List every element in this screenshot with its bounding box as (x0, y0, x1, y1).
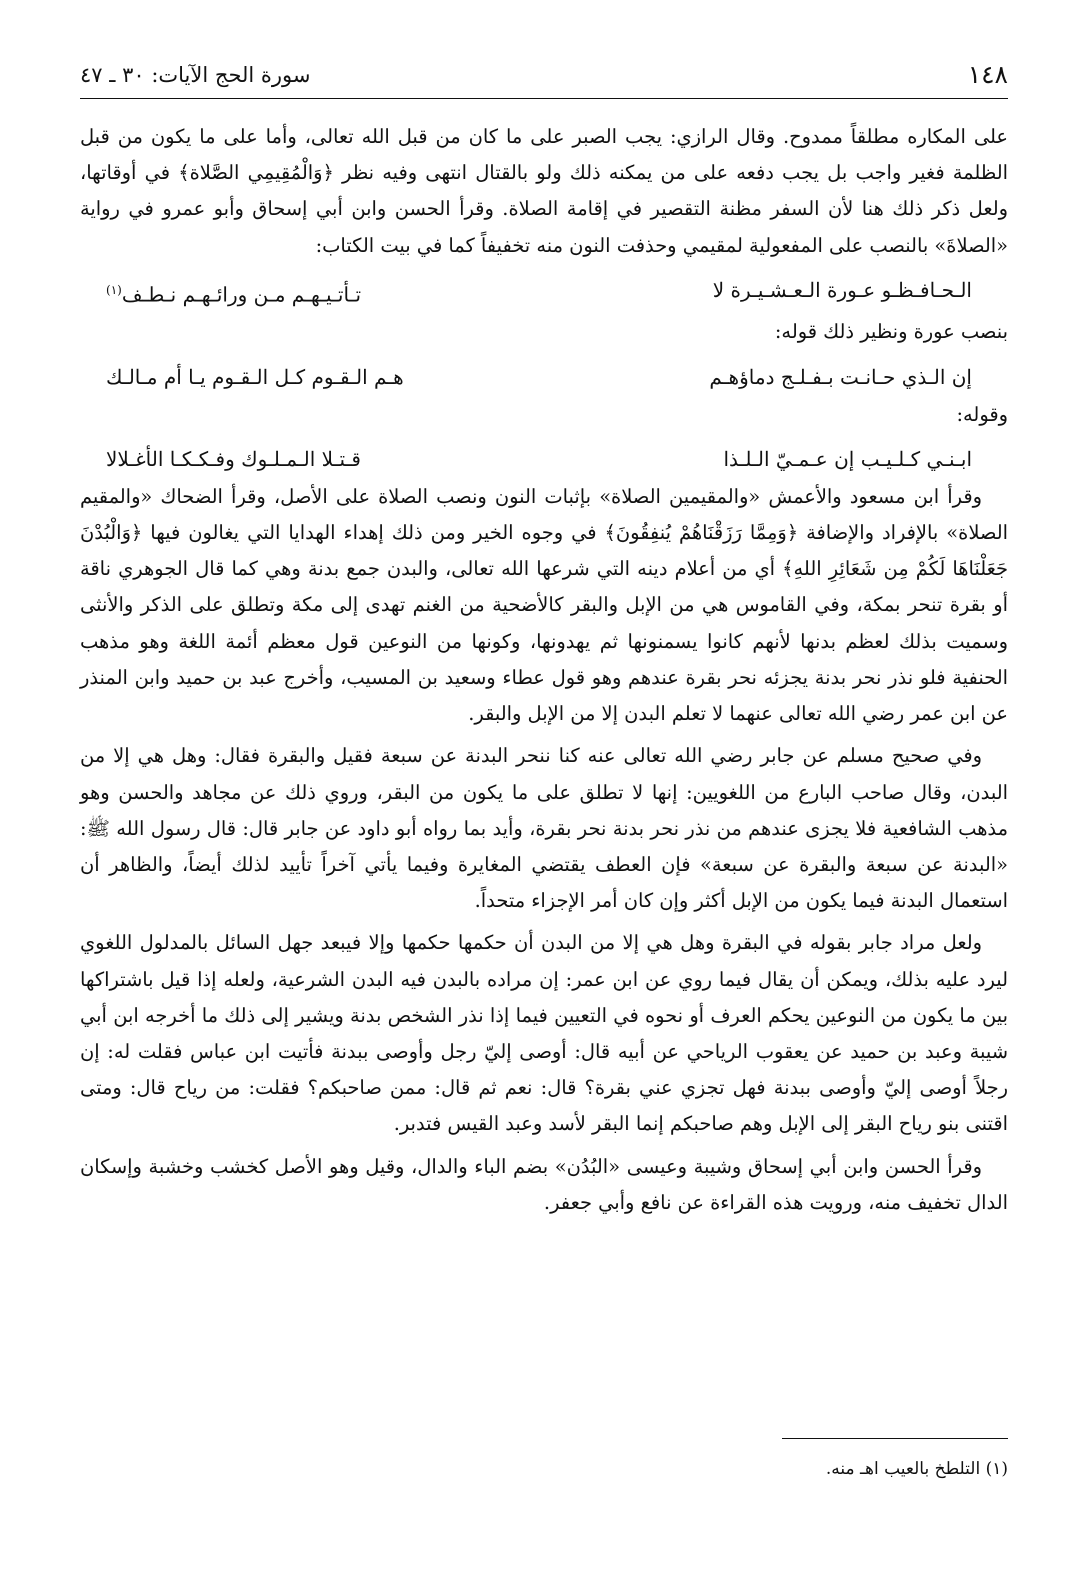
paragraph-2: وقرأ ابن مسعود والأعمش «والمقيمين الصلاة» بإثبات النون ونصب الصلاة على الأصل، وقرأ الضحاك «والمقيم الصلاة» بالإفراد والإضافة ﴿وَمِمَّا رَزَقْنَاهُمْ يُنفِقُونَ﴾ في وجوه الخير ومن ذلك إهداء الهدايا التي يغالون فيها ﴿وَالْبُدْنَ جَعَلْنَاهَا لَكُمْ مِن شَعَائِرِ اللهِ﴾ أي من أعلام دينه التي شرعها الله تعالى، والبدن جمع بدنة وهي كما قال الجوهري ناقة أو بقرة تنحر بمكة، وفي القاموس هي من الإبل والبقر كالأضحية من الغنم تهدى إلى مكة وتطلق على الذكر والأنثى وسميت بذلك لعظم بدنها لأنهم كانوا يسمنونها ثم يهدونها، وكونها من النوعين قول معظم أئمة اللغة وهو مذهب الحنفية فلو نذر نحر بدنة يجزئه نحر بقرة عندهم وهو قول عطاء وسعيد بن المسيب، وأخرج عبد بن حميد وابن المنذر عن ابن عمر رضي الله تعالى عنهما لا تعلم البدن إلا من الإبل والبقر. (80, 484, 1008, 726)
footnote-reference: (١) (106, 282, 122, 297)
main-text (80, 119, 1008, 1221)
verse-3-second-hemistich: قـتـلا الـمـلـوك وفـكـكـا الأغـلالا (106, 446, 361, 471)
verse-2-commentary: وقوله: (956, 402, 1008, 426)
verse-1-first-hemistich: الـحـافـظـو عـورة الـعـشـيـرة لا (712, 277, 972, 302)
verse-2-first-hemistich: إن الـذي حـانـت بـفـلـج دماؤهـم (709, 364, 972, 389)
verse-1-commentary: بنصب عورة ونظير ذلك قوله: (774, 320, 1008, 344)
page-number: ١٤٨ (967, 60, 1008, 89)
verse-1-second-hemistich: تـأتـيـهـم مـن ورائـهـم نـطـف (121, 282, 362, 307)
poem-verse-1 (80, 272, 1008, 313)
running-head (80, 58, 1008, 99)
verse-3-first-hemistich: ابـنـي كـلـيـب إن عـمـيّ الـلـذا (723, 446, 972, 471)
paragraph-5: وقرأ الحسن وابن أبي إسحاق وشيبة وعيسى «البُدُن» بضم الباء والدال، وقيل وهو الأصل كخشب وخشبة وإسكان الدال تخفيف منه، ورويت هذه القراءة عن نافع وأبي جعفر. (80, 1154, 1008, 1214)
footnote-mark: (١) (985, 1459, 1008, 1479)
paragraph-3: وفي صحيح مسلم عن جابر رضي الله تعالى عنه كنا ننحر البدنة عن سبعة فقيل والبقرة فقال: وهل هي إلا من البدن، وقال صاحب البارع من اللغويين: إنها لا تطلق على ما يكون من البقر، وروي ذلك عن مجاهد والحسن وهو مذهب الشافعية فلا يجزى عندهم من نذر نحر بدنة نحر بقرة، وأيد بما رواه أبو داود عن جابر قال: قال رسول الله ﷺ: «البدنة عن سبعة والبقرة عن سبعة» فإن العطف يقتضي المغايرة وفيما يأتي آخراً تأييد لذلك أيضاً، والظاهر أن استعمال البدنة فيما يكون من الإبل أكثر وإن كان أمر الإجزاء متحداً. (80, 744, 1008, 913)
running-title: سورة الحج الآيات: ٣٠ ـ ٤٧ (80, 63, 311, 87)
footnote-text: التلطخ بالعيب اهـ منه. (825, 1459, 981, 1479)
paragraph-1: على المكاره مطلقاً ممدوح. وقال الرازي: يجب الصبر على ما كان من قبل الله تعالى، وأما على ما يكون من قبل الظلمة فغير واجب بل يجب دفعه على من يمكنه ذلك ولو بالقتال انتهى وفيه نظر ﴿وَالْمُقِيمِي الصَّلاة﴾ في أوقاتها، ولعل ذكر ذلك هنا لأن السفر مظنة التقصير في إقامة الصلاة. وقرأ الحسن وابن أبي إسحاق وأبو عمرو في رواية «الصلاةَ» بالنصب على المفعولية لمقيمي وحذفت النون منه تخفيفاً كما في بيت الكتاب: (80, 125, 1008, 257)
verse-2-second-hemistich: هـم الـقـوم كـل الـقـوم يـا أم مـالـك (106, 364, 404, 389)
poem-verse-3 (80, 441, 1008, 477)
poem-verse-2 (80, 359, 1008, 395)
footnote-divider (782, 1438, 1008, 1439)
footnote (826, 1456, 1008, 1482)
verse-1-second-hemistich-wrap (106, 272, 361, 313)
paragraph-4: ولعل مراد جابر بقوله في البقرة وهل هي إلا من البدن أن حكمها حكمها وإلا فيبعد جهل السائل بالمدلول اللغوي ليرد عليه بذلك، ويمكن أن يقال فيما روي عن ابن عمر: إن مراده بالبدن فيه البدن الشرعية، ولعله إذا قيل باشتراكها بين ما يكون من النوعين يحكم العرف أو نحوه في التعيين فيما إذا نذر الشخص بدنة ويشير إلى ذلك ما أخرجه ابن أبي شيبة وعبد بن حميد عن يعقوب الرياحي عن أبيه قال: أوصى إليّ رجل وأوصى ببدنة فأتيت ابن عباس فقلت له: إن رجلاً أوصى إليّ وأوصى ببدنة فهل تجزي عني بقرة؟ قال: نعم ثم قال: ممن صاحبكم؟ فقلت: من رياح قال: ومتى اقتنى بنو رياح البقر إلى الإبل وهم صاحبكم إنما البقر لأسد وعبد القيس فتدبر. (80, 931, 1008, 1136)
